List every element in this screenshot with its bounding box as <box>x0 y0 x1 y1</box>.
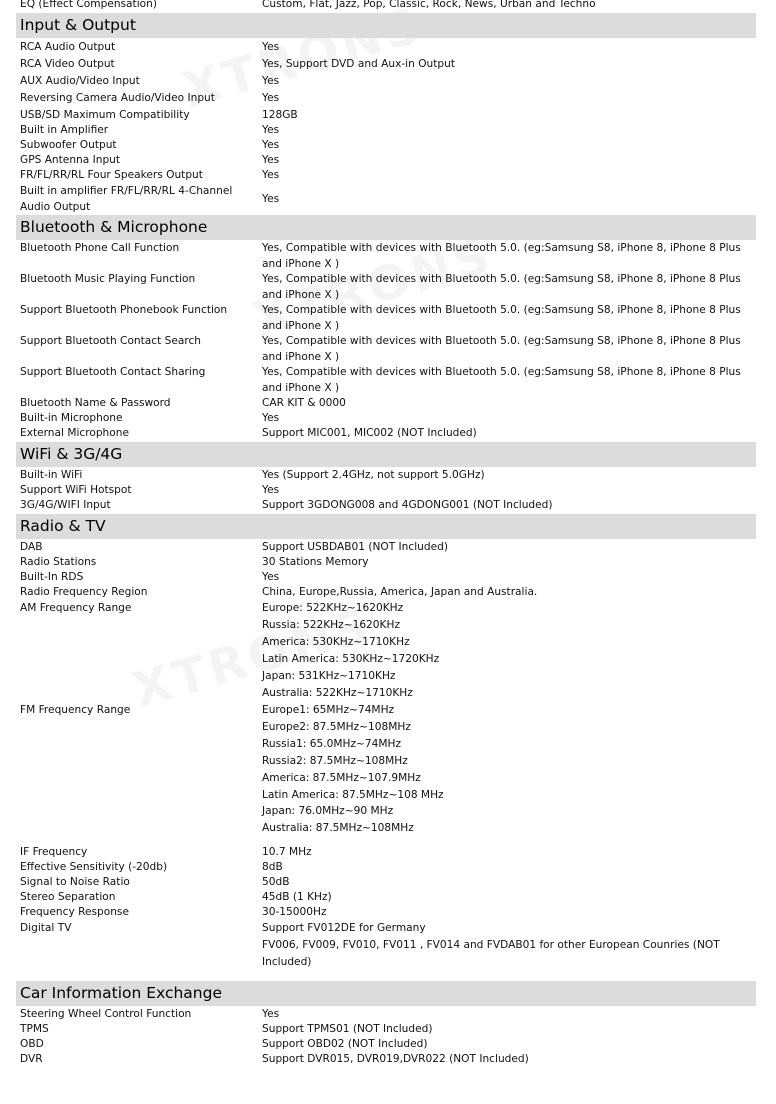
spec-key: Stereo Separation <box>20 891 116 904</box>
fm-range-line: America: 87.5MHz~107.9MHz <box>262 771 421 784</box>
spec-row <box>16 107 756 123</box>
spec-value: 30 Stations Memory <box>262 556 369 568</box>
spec-value: 8dB <box>262 861 283 874</box>
spec-value: Yes, Compatible with devices with Bluetooth 5.0. (eg:Samsung S8, iPhone 8, iPhone 8 Plus and iPhone X ) <box>262 366 741 394</box>
spec-value: Yes <box>262 92 280 104</box>
spec-key: Support Bluetooth Contact Search <box>20 335 202 347</box>
spec-value: Support TPMS01 (NOT Included) <box>262 1023 433 1036</box>
spec-value: 45dB (1 KHz) <box>262 891 332 904</box>
spec-row <box>16 426 756 441</box>
spec-key: External Microphone <box>20 427 129 439</box>
spec-value: Custom, Flat, Jazz, Pop, Classic, Rock, News, Urban and Techno <box>262 0 596 10</box>
spec-key: GPS Antenna Input <box>20 154 121 166</box>
spec-key: OBD <box>20 1038 44 1051</box>
spec-key: Bluetooth Name & Password <box>20 397 171 409</box>
spec-value: China, Europe,Russia, America, Japan and Australia. <box>262 586 538 598</box>
spec-key: Signal to Noise Ratio <box>20 876 130 889</box>
spec-key: Radio Frequency Region <box>20 586 148 598</box>
spec-row <box>16 600 756 702</box>
spec-row <box>16 73 756 90</box>
section-eq <box>16 0 756 12</box>
spec-key: Radio Stations <box>20 556 97 568</box>
spec-key: FR/FL/RR/RL Four Speakers Output <box>20 169 203 181</box>
fm-range-line: Europe2: 87.5MHz~108MHz <box>262 720 411 733</box>
spec-row <box>16 123 756 138</box>
spec-row <box>16 1007 756 1022</box>
spec-value: CAR KIT & 0000 <box>262 397 346 409</box>
section-radio-tv <box>16 514 756 971</box>
section-heading: Input & Output <box>16 13 756 38</box>
spec-value <box>262 600 756 702</box>
spec-value: Support MIC001, MIC002 (NOT Included) <box>262 427 477 439</box>
spec-value: Yes <box>262 139 280 151</box>
fm-range-line: Europe1: 65MHz~74MHz <box>262 704 395 716</box>
spec-value: Yes <box>262 124 280 136</box>
spec-sheet <box>16 0 756 1067</box>
spec-row <box>16 570 756 585</box>
spec-value: Yes, Support DVD and Aux-in Output <box>262 58 455 70</box>
am-range-line: America: 530KHz~1710KHz <box>262 636 410 648</box>
spec-value: 128GB <box>262 109 298 121</box>
spec-value: Yes, Compatible with devices with Bluetooth 5.0. (eg:Samsung S8, iPhone 8, iPhone 8 Plus and iPhone X ) <box>262 335 741 363</box>
spec-key: 3G/4G/WIFI Input <box>20 499 111 511</box>
spec-row <box>16 483 756 498</box>
spec-value <box>262 920 756 971</box>
spec-value: Yes <box>262 412 280 424</box>
spec-value: Yes <box>262 484 280 496</box>
spec-row <box>16 272 756 303</box>
spec-key: Built-In RDS <box>20 571 84 583</box>
spec-key: Bluetooth Music Playing Function <box>20 273 196 285</box>
spec-value: Yes, Compatible with devices with Bluetooth 5.0. (eg:Samsung S8, iPhone 8, iPhone 8 Plus and iPhone X ) <box>262 304 741 332</box>
am-range-line: Europe: 522KHz~1620KHz <box>262 602 404 614</box>
fm-range-line: Japan: 76.0MHz~90 MHz <box>262 805 394 818</box>
spec-key: DVR <box>20 1053 43 1066</box>
section-heading: WiFi & 3G/4G <box>16 442 756 467</box>
spec-row <box>16 183 756 215</box>
spec-row <box>16 334 756 365</box>
spec-value: Support USBDAB01 (NOT Included) <box>262 541 448 553</box>
spec-value: Support DVR015, DVR019,DVR022 (NOT Included) <box>262 1053 529 1066</box>
spec-row <box>16 890 756 905</box>
spec-value: Yes <box>262 1008 280 1021</box>
spec-key: Frequency Response <box>20 906 129 919</box>
spec-key: Support WiFi Hotspot <box>20 484 132 496</box>
spec-value: Yes <box>262 193 280 205</box>
spec-key: AM Frequency Range <box>20 602 132 614</box>
spec-key: DAB <box>20 541 43 553</box>
am-range-line: Russia: 522KHz~1620KHz <box>262 619 401 631</box>
section-heading: Radio & TV <box>16 514 756 539</box>
spec-row <box>16 303 756 334</box>
spec-row <box>16 920 756 971</box>
spec-row <box>16 153 756 168</box>
fm-range-line: Australia: 87.5MHz~108MHz <box>262 822 414 835</box>
digital-tv-line: FV006, FV009, FV010, FV011 , FV014 and FVDAB01 for other European Counries (NOT Included) <box>262 939 720 969</box>
spec-row <box>16 0 756 12</box>
spec-key: Reversing Camera Audio/Video Input <box>20 92 215 104</box>
am-range-line: Australia: 522KHz~1710KHz <box>262 687 413 699</box>
spec-row <box>16 39 756 56</box>
spec-key: RCA Audio Output <box>20 41 116 53</box>
spec-row <box>16 585 756 600</box>
am-range-line: Latin America: 530KHz~1720KHz <box>262 653 440 665</box>
spec-value <box>262 702 756 837</box>
spec-key: RCA Video Output <box>20 58 115 70</box>
spec-key: TPMS <box>20 1023 49 1036</box>
spec-row <box>16 468 756 483</box>
spec-row <box>16 845 756 860</box>
spec-key: Built-in WiFi <box>20 469 83 481</box>
spec-row <box>16 498 756 513</box>
digital-tv-line: Support FV012DE for Germany <box>262 922 426 935</box>
spec-value: Yes <box>262 75 280 87</box>
spec-row <box>16 555 756 570</box>
spec-row <box>16 1037 756 1052</box>
spec-value: Yes <box>262 154 280 166</box>
spec-value: Support OBD02 (NOT Included) <box>262 1038 428 1051</box>
spec-row <box>16 702 756 837</box>
spec-key: FM Frequency Range <box>20 704 131 716</box>
spec-value: 30-15000Hz <box>262 906 327 919</box>
spec-key: Bluetooth Phone Call Function <box>20 242 180 254</box>
spec-row <box>16 241 756 272</box>
spec-value: Yes <box>262 169 280 181</box>
spec-value: Yes (Support 2.4GHz, not support 5.0GHz) <box>262 469 485 481</box>
spec-key: AUX Audio/Video Input <box>20 75 140 87</box>
spec-value: Yes <box>262 41 280 53</box>
spec-value: Yes, Compatible with devices with Bluetooth 5.0. (eg:Samsung S8, iPhone 8, iPhone 8 Plus and iPhone X ) <box>262 273 741 301</box>
am-range-line: Japan: 531KHz~1710KHz <box>262 670 396 682</box>
spec-row <box>16 1022 756 1037</box>
spec-row <box>16 365 756 396</box>
spec-key: Steering Wheel Control Function <box>20 1008 192 1021</box>
spec-key: Support Bluetooth Contact Sharing <box>20 366 206 378</box>
spec-key: Built-in Microphone <box>20 412 123 424</box>
fm-range-line: Russia2: 87.5MHz~108MHz <box>262 754 408 767</box>
spec-value: 10.7 MHz <box>262 846 312 859</box>
fm-range-line: Latin America: 87.5MHz~108 MHz <box>262 788 444 801</box>
fm-range-line: Russia1: 65.0MHz~74MHz <box>262 737 402 750</box>
spec-row <box>16 1052 756 1067</box>
spec-row <box>16 411 756 426</box>
section-bluetooth <box>16 215 756 441</box>
spec-row <box>16 396 756 411</box>
spec-key: Built in amplifier FR/FL/RR/RL 4-Channel Audio Output <box>20 185 233 213</box>
spec-key: Digital TV <box>20 922 72 935</box>
section-heading: Car Information Exchange <box>16 981 756 1006</box>
spec-row <box>16 90 756 107</box>
spec-key: IF Frequency <box>20 846 88 859</box>
spec-row <box>16 860 756 875</box>
spec-key: Support Bluetooth Phonebook Function <box>20 304 228 316</box>
spec-key: Built in Amplifier <box>20 124 109 136</box>
spec-key: EQ (Effect Compensation) <box>20 0 157 10</box>
spec-row <box>16 56 756 73</box>
spec-key: Effective Sensitivity (-20db) <box>20 861 168 874</box>
section-car-info <box>16 981 756 1067</box>
spec-key: USB/SD Maximum Compatibility <box>20 109 190 121</box>
spec-value: Support 3GDONG008 and 4GDONG001 (NOT Included) <box>262 499 553 511</box>
spec-value: Yes, Compatible with devices with Bluetooth 5.0. (eg:Samsung S8, iPhone 8, iPhone 8 Plus and iPhone X ) <box>262 242 741 270</box>
section-wifi <box>16 442 756 513</box>
spec-row <box>16 875 756 890</box>
section-input-output <box>16 13 756 215</box>
spec-row <box>16 540 756 555</box>
spec-value: 50dB <box>262 876 290 889</box>
section-heading: Bluetooth & Microphone <box>16 215 756 240</box>
spec-row <box>16 905 756 920</box>
spec-key: Subwoofer Output <box>20 139 117 151</box>
spec-row <box>16 168 756 183</box>
spec-row <box>16 138 756 153</box>
spec-value: Yes <box>262 571 280 583</box>
